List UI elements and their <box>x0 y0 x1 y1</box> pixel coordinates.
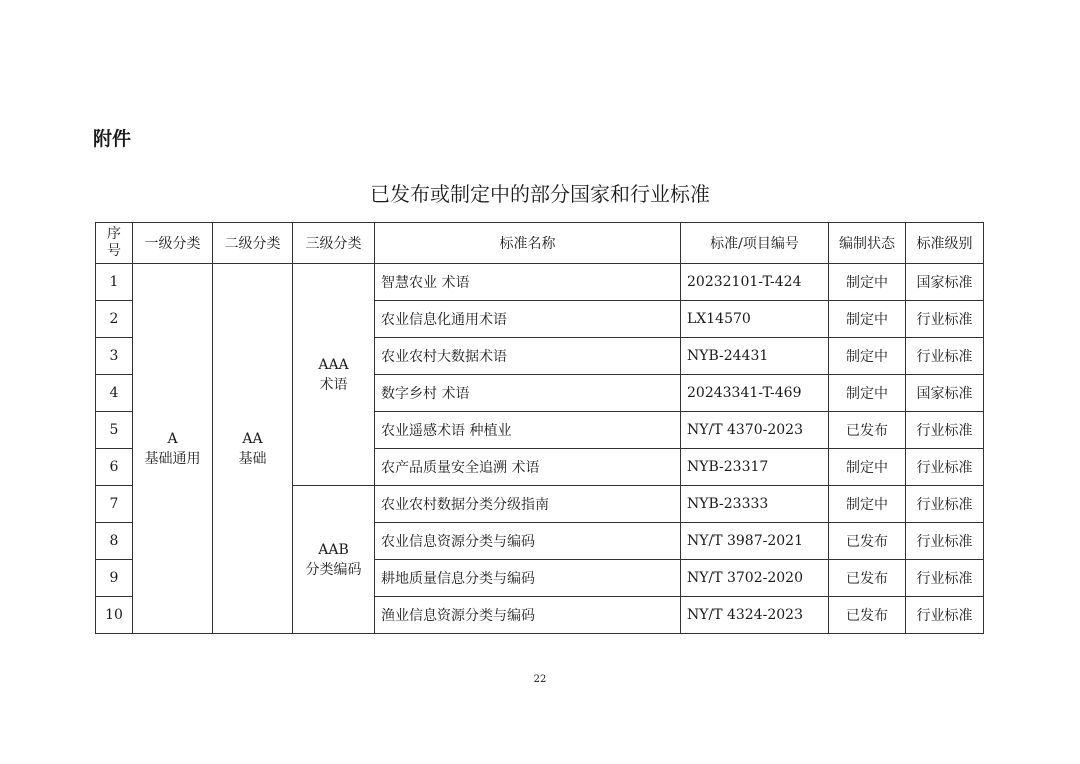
name-cell: 渔业信息资源分类与编码 <box>375 597 681 634</box>
header-seq <box>96 223 133 264</box>
grade-cell: 行业标准 <box>906 412 984 449</box>
level2-name: 基础 <box>238 450 267 467</box>
name-cell: 农业信息化通用术语 <box>375 301 681 338</box>
seq-cell: 8 <box>96 523 133 560</box>
grade-cell: 行业标准 <box>906 486 984 523</box>
attachment-label: 附件 <box>93 128 132 150</box>
header-code: 标准/项目编号 <box>681 223 829 264</box>
level2-cell <box>213 264 293 634</box>
grade-cell: 行业标准 <box>906 301 984 338</box>
status-cell: 已发布 <box>829 523 906 560</box>
code-cell: NY/T 3702-2020 <box>681 560 829 597</box>
standards-table <box>95 222 984 634</box>
code-cell: NY/T 4370-2023 <box>681 412 829 449</box>
grade-cell: 行业标准 <box>906 523 984 560</box>
name-cell: 农业农村数据分类分级指南 <box>375 486 681 523</box>
status-cell: 已发布 <box>829 597 906 634</box>
seq-cell: 6 <box>96 449 133 486</box>
code-cell: NY/T 3987-2021 <box>681 523 829 560</box>
code-cell: NYB-23317 <box>681 449 829 486</box>
seq-cell: 5 <box>96 412 133 449</box>
grade-cell: 行业标准 <box>906 597 984 634</box>
status-cell: 制定中 <box>829 449 906 486</box>
header-level1: 一级分类 <box>133 223 213 264</box>
grade-cell: 行业标准 <box>906 449 984 486</box>
name-cell: 耕地质量信息分类与编码 <box>375 560 681 597</box>
header-level3: 三级分类 <box>293 223 375 264</box>
level1-cell <box>133 264 213 634</box>
header-seq-line1: 序 <box>107 226 121 242</box>
code-cell: NYB-24431 <box>681 338 829 375</box>
level3-cell <box>293 486 375 634</box>
grade-cell: 国家标准 <box>906 264 984 301</box>
status-cell: 已发布 <box>829 560 906 597</box>
header-level2: 二级分类 <box>213 223 293 264</box>
status-cell: 制定中 <box>829 264 906 301</box>
status-cell: 已发布 <box>829 412 906 449</box>
seq-cell: 10 <box>96 597 133 634</box>
level3-name: 分类编码 <box>305 561 362 578</box>
name-cell: 数字乡村 术语 <box>375 375 681 412</box>
level3-name: 术语 <box>319 376 348 393</box>
code-cell: NY/T 4324-2023 <box>681 597 829 634</box>
status-cell: 制定中 <box>829 375 906 412</box>
page-number: 22 <box>533 674 547 685</box>
document-title: 已发布或制定中的部分国家和行业标准 <box>370 182 710 206</box>
level3-code: AAB <box>318 541 349 558</box>
level1-name: 基础通用 <box>144 450 201 467</box>
table-row <box>96 264 984 301</box>
status-cell: 制定中 <box>829 338 906 375</box>
seq-cell: 9 <box>96 560 133 597</box>
header-grade: 标准级别 <box>906 223 984 264</box>
grade-cell: 国家标准 <box>906 375 984 412</box>
seq-cell: 7 <box>96 486 133 523</box>
seq-cell: 3 <box>96 338 133 375</box>
status-cell: 制定中 <box>829 301 906 338</box>
seq-cell: 4 <box>96 375 133 412</box>
grade-cell: 行业标准 <box>906 560 984 597</box>
level3-code: AAA <box>318 356 349 373</box>
grade-cell: 行业标准 <box>906 338 984 375</box>
code-cell: 20232101-T-424 <box>681 264 829 301</box>
seq-cell: 2 <box>96 301 133 338</box>
seq-cell: 1 <box>96 264 133 301</box>
name-cell: 农业遥感术语 种植业 <box>375 412 681 449</box>
name-cell: 智慧农业 术语 <box>375 264 681 301</box>
level1-code: A <box>167 430 178 447</box>
level2-code: AA <box>242 430 263 447</box>
status-cell: 制定中 <box>829 486 906 523</box>
name-cell: 农业信息资源分类与编码 <box>375 523 681 560</box>
header-row <box>96 223 984 264</box>
code-cell: 20243341-T-469 <box>681 375 829 412</box>
name-cell: 农产品质量安全追溯 术语 <box>375 449 681 486</box>
header-seq-line2: 号 <box>107 243 121 259</box>
header-name: 标准名称 <box>375 223 681 264</box>
code-cell: LX14570 <box>681 301 829 338</box>
name-cell: 农业农村大数据术语 <box>375 338 681 375</box>
code-cell: NYB-23333 <box>681 486 829 523</box>
header-status: 编制状态 <box>829 223 906 264</box>
level3-cell <box>293 264 375 486</box>
